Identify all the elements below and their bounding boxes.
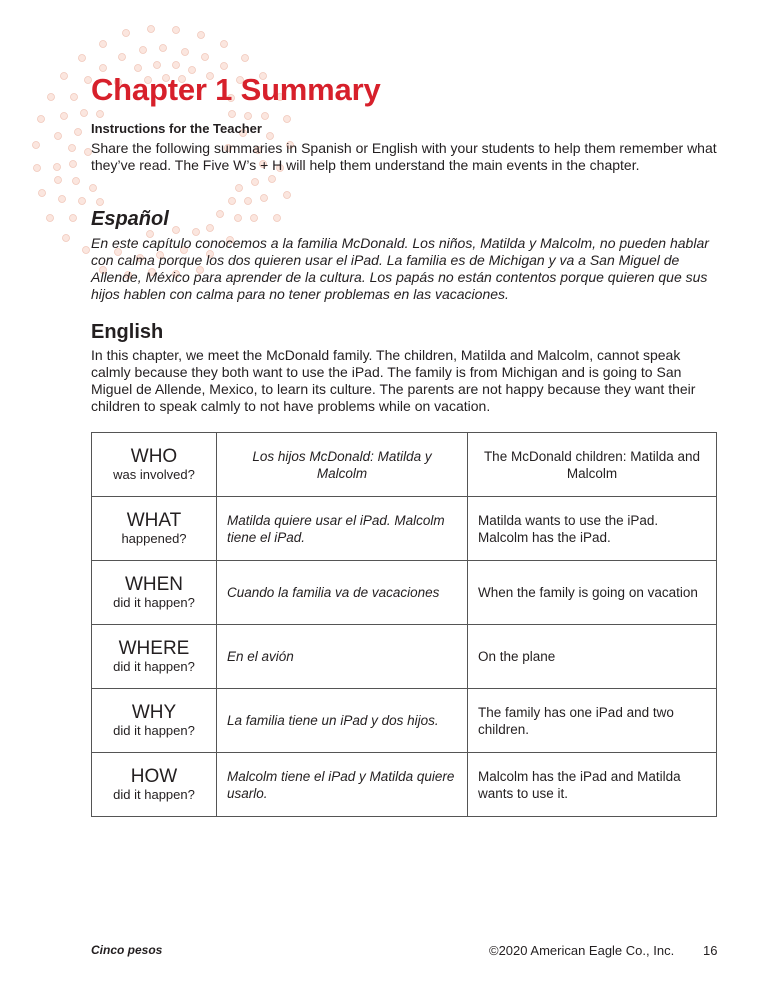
footer-copyright: ©2020 American Eagle Co., Inc. (489, 943, 675, 958)
spanish-answer: Cuando la familia va de vacaciones (217, 561, 468, 625)
instructions-body: Share the following summaries in Spanish or English with your students to help them remember what they’ve read. The Five W’s + H will help them understand the main events in the chapter. (91, 140, 717, 173)
question-sub: did it happen? (113, 595, 195, 610)
question-cell (92, 497, 217, 561)
table-row (92, 689, 717, 753)
page-number: 16 (703, 943, 718, 958)
question-cell (92, 753, 217, 817)
question-cell (92, 689, 217, 753)
spanish-answer: Los hijos McDonald: Matilda y Malcolm (217, 433, 468, 497)
english-heading: English (91, 321, 164, 343)
instructions-heading: Instructions for the Teacher (91, 121, 262, 136)
english-summary: In this chapter, we meet the McDonald family. The children, Matilda and Malcolm, cannot speak calmly because they both want to use the iPad. The family is from Michigan and is going to San Miguel de Allende, Mexico, to learn its culture. The parents are not happy because they want their children to speak calmly to not have problems while on vacation. (91, 347, 696, 414)
question-word: HOW (130, 766, 178, 787)
english-answer: The family has one iPad and two children. (468, 689, 717, 753)
question-sub: was involved? (113, 467, 195, 482)
english-answer: Malcolm has the iPad and Matilda wants to use it. (468, 753, 717, 817)
question-word: WHEN (124, 574, 184, 595)
question-sub: happened? (121, 531, 187, 546)
footer-book-title: Cinco pesos (91, 943, 163, 957)
table-row (92, 753, 717, 817)
table-row (92, 625, 717, 689)
question-word: WHAT (126, 510, 182, 531)
question-sub: did it happen? (113, 787, 195, 802)
question-sub: did it happen? (113, 659, 195, 674)
question-word: WHERE (118, 638, 190, 659)
spanish-answer: En el avión (217, 625, 468, 689)
question-word: WHO (130, 446, 178, 467)
spanish-summary: En este capítulo conocemos a la familia McDonald. Los niños, Matilda y Malcolm, no pueden hablar con calma porque los dos quieren usar el iPad. La familia es de Michigan y va a San Miguel de Allende, México para aprender de la cultura. Los papás no están contentos porque quieren que sus hijos hablen con calma para no tener problemas en las vacaciones. (91, 235, 709, 302)
spanish-heading: Español (91, 208, 169, 230)
spanish-answer: La familia tiene un iPad y dos hijos. (217, 689, 468, 753)
spanish-answer: Matilda quiere usar el iPad. Malcolm tiene el iPad. (217, 497, 468, 561)
question-cell (92, 625, 217, 689)
question-word: WHY (131, 702, 177, 723)
english-answer: When the family is going on vacation (468, 561, 717, 625)
page-title: Chapter 1 Summary (91, 72, 381, 107)
table-row (92, 433, 717, 497)
table-row (92, 561, 717, 625)
table-row (92, 497, 717, 561)
question-cell (92, 433, 217, 497)
five-ws-table (91, 432, 717, 817)
question-sub: did it happen? (113, 723, 195, 738)
question-cell (92, 561, 217, 625)
english-answer: The McDonald children: Matilda and Malcolm (468, 433, 717, 497)
english-answer: On the plane (468, 625, 717, 689)
spanish-answer: Malcolm tiene el iPad y Matilda quiere usarlo. (217, 753, 468, 817)
english-answer: Matilda wants to use the iPad. Malcolm has the iPad. (468, 497, 717, 561)
